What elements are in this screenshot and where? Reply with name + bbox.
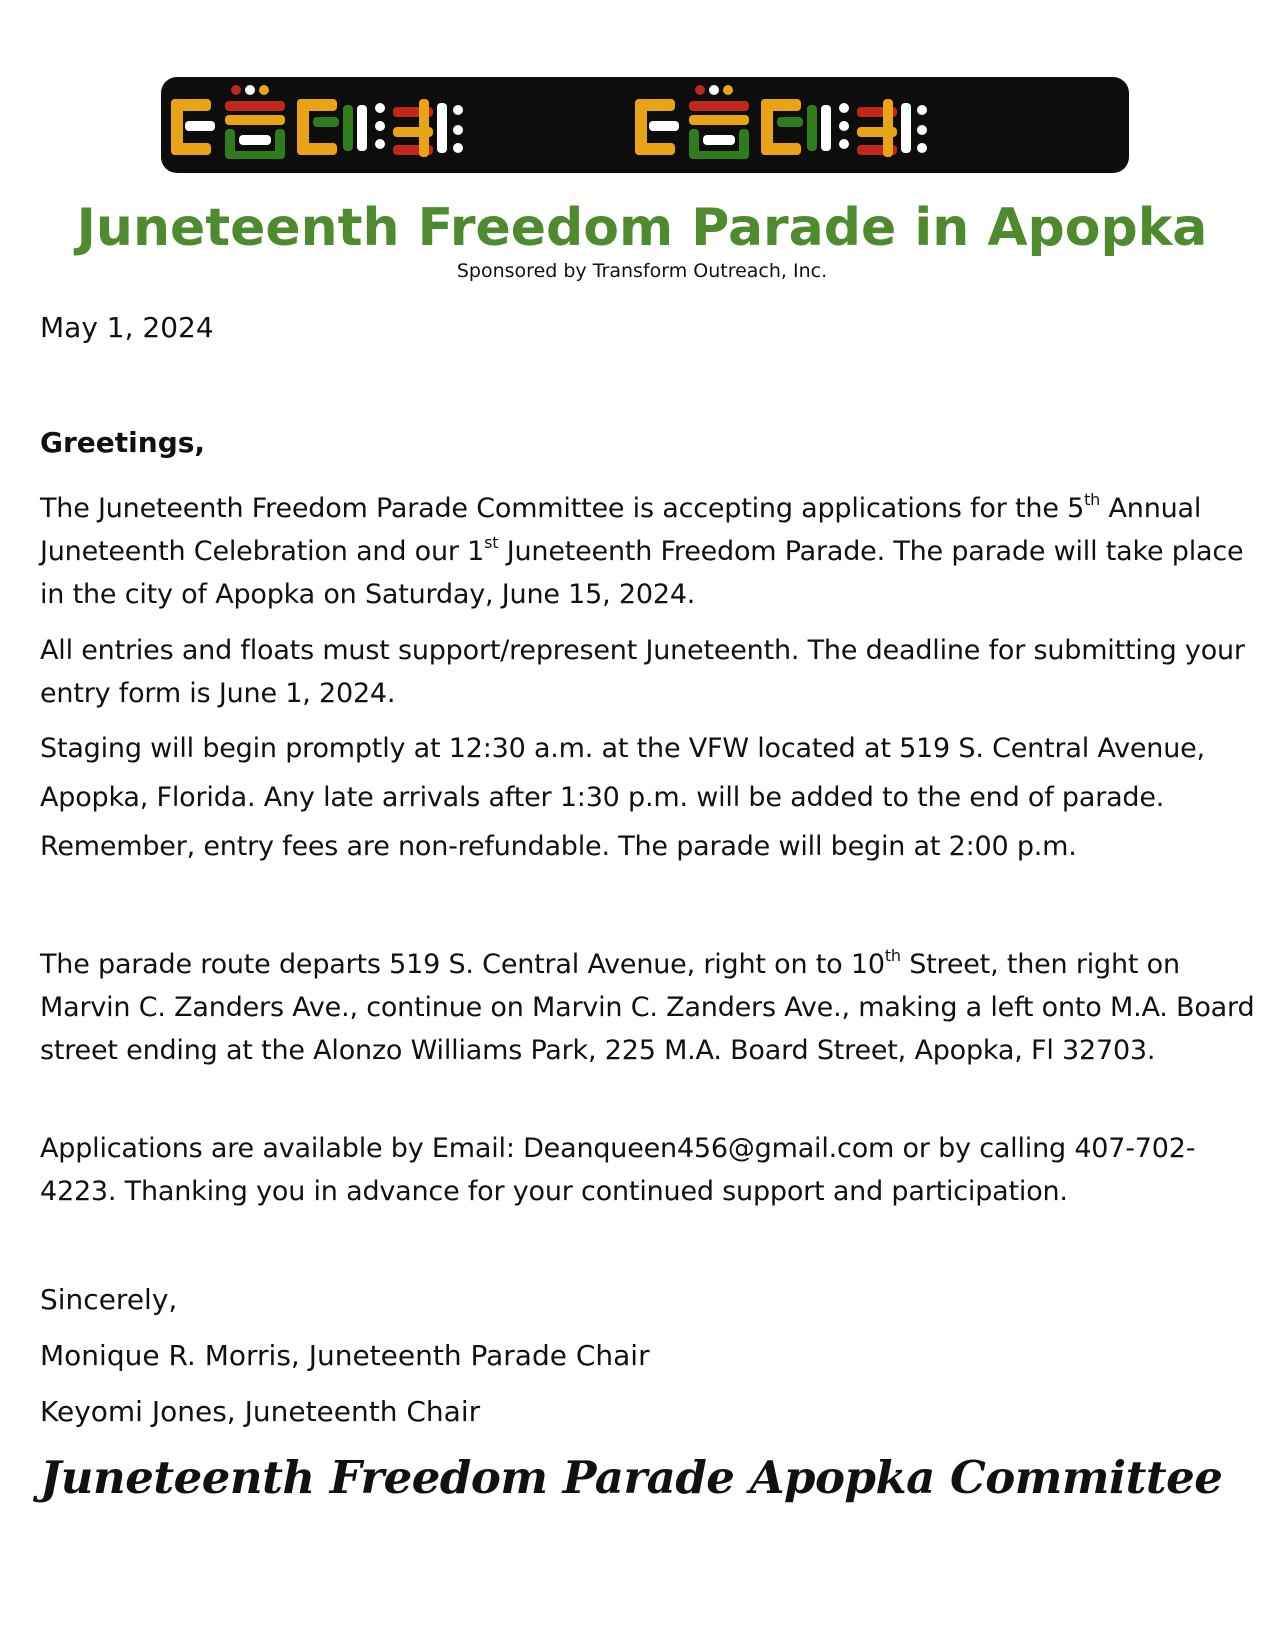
banner-stripe [635,143,675,155]
banner-stripe [761,99,801,111]
banner-stripe [839,121,849,131]
banner-stripe [171,99,211,111]
banner-stripe [375,139,385,149]
banner-stripe [883,99,893,157]
paragraph-applications: The Juneteenth Freedom Parade Committee is accepting applications for the 5th Annual Juneteenth Celebration and our 1st Juneteenth Freedom Parade. The parade will take place in the city of Apopka on Saturday, June 15, 2024. [40,490,1244,610]
banner-stripe [185,121,215,131]
banner-stripe [821,105,831,151]
sponsor-line: Sponsored by Transform Outreach, Inc. [456,260,828,282]
banner-stripe [761,143,801,155]
banner-stripe [649,121,679,131]
banner-stripe [343,105,353,151]
banner-stripe [259,85,269,95]
banner-stripe [437,103,447,153]
greeting: Greetings, [40,426,206,459]
banner-stripe [709,85,719,95]
banner-stripe [839,139,849,149]
banner-stripe [917,125,927,135]
paragraph-deadline: All entries and floats must support/represent Juneteenth. The deadline for submitting your entry form is June 1, 2024. [40,635,1245,709]
banner-stripe [453,143,463,153]
banner-stripe [313,117,339,127]
paragraph-route: The parade route departs 519 S. Central Avenue, right on to 10th Street, then right on Marvin C. Zanders Ave., continue on Marvin C. Zanders Ave., making a left onto M.A. Board street ending at the Alonzo Williams Park, 225 M.A. Board Street, Apopka, Fl 32703. [40,946,1255,1066]
banner-stripe [453,105,463,115]
banner-stripe [297,99,337,111]
paragraph-contact: Applications are available by Email: Deanqueen456@gmail.com or by calling 407-702-4223. Thanking you in advance for your continued support and participation. [40,1133,1196,1207]
paragraph-staging: Staging will begin promptly at 12:30 a.m. at the VFW located at 519 S. Central Avenue, Apopka, Florida. Any late arrivals after 1:30 p.m. will be added to the end of parade. Remember, entry fees are non-refundable. The parade will begin at 2:00 p.m. [40,733,1205,862]
letter-date: May 1, 2024 [40,311,214,344]
banner-stripe [375,103,385,113]
banner-stripe [357,105,367,151]
signer-juneteenth-chair: Keyomi Jones, Juneteenth Chair [40,1395,481,1428]
banner-stripe [239,135,271,145]
banner-stripe [419,99,429,157]
banner-stripe [901,103,911,153]
banner-stripe [635,99,675,111]
banner-stripe [703,135,735,145]
closing: Sincerely, [40,1283,178,1316]
banner-stripe [807,105,817,151]
banner-stripe [245,85,255,95]
banner-stripe [917,143,927,153]
banner-stripe [225,151,285,159]
banner-stripe [695,85,705,95]
banner-stripe [297,143,337,155]
page-title: Juneteenth Freedom Parade in Apopka [76,198,1208,258]
banner-stripe [917,105,927,115]
committee-signature: Juneteenth Freedom Parade Apopka Committee [40,1451,1223,1504]
banner-stripe [689,151,749,159]
kente-pattern-banner [161,77,1129,173]
banner-stripe [375,121,385,131]
signer-parade-chair: Monique R. Morris, Juneteenth Parade Chair [40,1339,650,1372]
banner-stripe [453,125,463,135]
banner-stripe [723,85,733,95]
banner-stripe [689,101,749,111]
banner-stripe [839,103,849,113]
banner-stripe [231,85,241,95]
banner-stripe [689,115,749,125]
banner-stripe [777,117,803,127]
banner-stripe [171,143,211,155]
banner-stripe [225,115,285,125]
banner-stripe [225,101,285,111]
